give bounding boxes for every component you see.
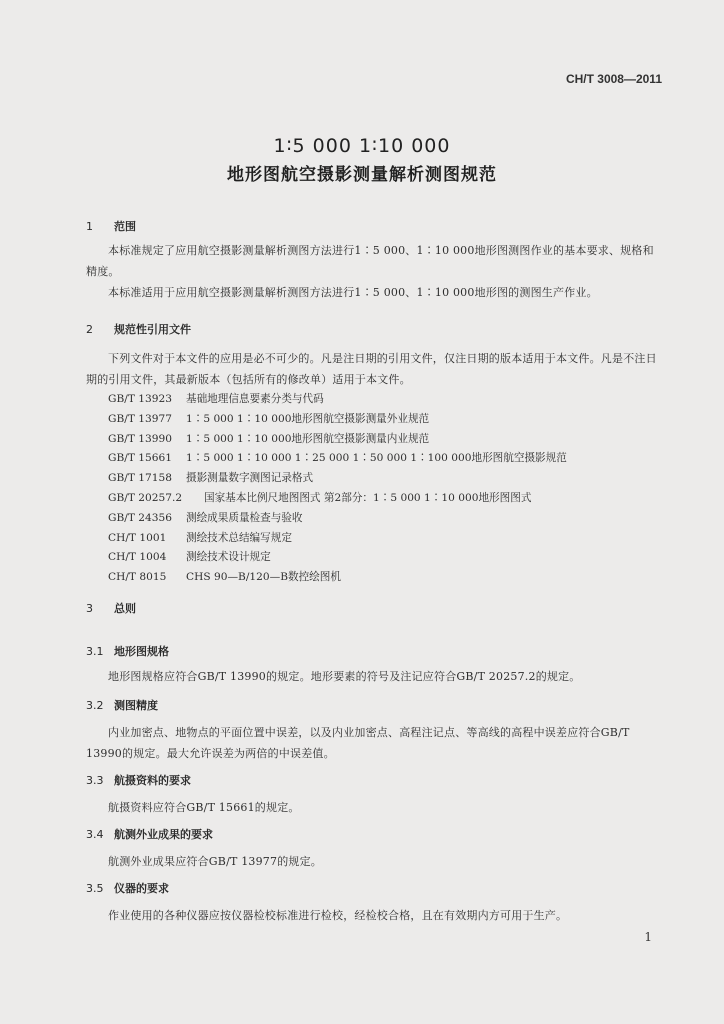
reference-title: CHS 90—B/120—B数控绘图机 [186,571,341,584]
reference-title: 基础地理信息要素分类与代码 [186,393,324,405]
page-number: 1 [644,930,652,944]
section-title: 总则 [114,602,136,615]
section-2-heading [86,321,191,337]
section-3-5-heading [86,880,169,896]
section-3-1-heading [86,643,169,659]
section-title: 航测外业成果的要求 [114,828,213,841]
section-number: 3.1 [86,645,104,658]
reference-item [108,430,567,450]
section-3-4-heading [86,826,213,842]
reference-item [108,410,567,430]
section-1-heading [86,218,136,234]
section-title: 仪器的要求 [114,882,169,895]
section-3-heading [86,600,136,616]
section-3-1-text: 地形图规格应符合GB/T 13990的规定。地形要素的符号及注记应符合GB/T 20257.2的规定。 [108,670,581,683]
section-title: 测图精度 [114,699,158,712]
section-1-paragraph-1: 本标准规定了应用航空摄影测量解析测图方法进行1∶5 000、1∶10 000地形图测图作业的基本要求、规格和精度。 [86,244,654,278]
section-number: 3.4 [86,828,104,841]
section-3-2-heading [86,697,158,713]
standard-code: CH/T 3008—2011 [565,72,662,86]
section-3-5-text: 作业使用的各种仪器应按仪器检校标准进行检校，经检校合格，且在有效期内方可用于生产。 [108,909,568,922]
section-number: 1 [86,220,93,233]
section-3-2-text: 内业加密点、地物点的平面位置中误差，以及内业加密点、高程注记点、等高线的高程中误差应符合GB/T 13990的规定。最大允许误差为两倍的中误差值。 [86,726,630,760]
section-number: 3.3 [86,774,104,787]
section-title: 航摄资料的要求 [114,774,191,787]
reference-list [108,390,567,588]
reference-code: GB/T 13977 [108,412,172,425]
reference-item [108,390,567,410]
reference-item [108,489,567,509]
reference-code: GB/T 13923 [108,393,172,405]
section-3-3-heading [86,772,191,788]
reference-title: 1∶5 000 1∶10 000地形图航空摄影测量外业规范 [186,412,430,425]
section-3-4-text: 航测外业成果应符合GB/T 13977的规定。 [108,855,323,868]
reference-code: CH/T 8015 [108,571,167,584]
reference-code: GB/T 20257.2 [108,491,183,504]
reference-item [108,449,567,469]
reference-code: GB/T 24356 [108,511,172,524]
reference-title: 摄影测量数字测图记录格式 [186,472,314,485]
reference-title: 1∶5 000 1∶10 000地形图航空摄影测量内业规范 [186,432,430,445]
section-number: 3 [86,602,93,615]
reference-title: 国家基本比例尺地图图式 第2部分：1∶5 000 1∶10 000地形图图式 [204,491,532,504]
reference-code: GB/T 17158 [108,472,172,485]
reference-title: 1∶5 000 1∶10 000 1∶25 000 1∶50 000 1∶100 000地形图航空摄影规范 [186,452,567,465]
section-3-3-text: 航摄资料应符合GB/T 15661的规定。 [108,801,300,814]
section-number: 2 [86,323,93,336]
title-scale: 1∶5 000 1∶10 000 [273,135,451,157]
section-2-paragraph-1: 下列文件对于本文件的应用是必不可少的。凡是注日期的引用文件，仅注日期的版本适用于本文件。凡是不注日期的引用文件，其最新版本（包括所有的修改单）适用于本文件。 [86,352,657,386]
title-main: 地形图航空摄影测量解析测图规范 [227,165,497,185]
reference-code: CH/T 1001 [108,531,167,544]
reference-title: 测绘成果质量检查与验收 [186,511,303,524]
section-number: 3.2 [86,699,104,712]
reference-item [108,469,567,489]
reference-code: GB/T 15661 [108,452,172,465]
reference-item [108,509,567,529]
section-title: 规范性引用文件 [114,323,191,336]
reference-code: CH/T 1004 [108,551,167,564]
section-1-paragraph-2: 本标准适用于应用航空摄影测量解析测图方法进行1∶5 000、1∶10 000地形图的测图生产作业。 [108,286,598,299]
reference-title: 测绘技术总结编写规定 [186,531,292,544]
reference-code: GB/T 13990 [108,432,172,445]
section-title: 地形图规格 [114,645,169,658]
reference-item [108,568,567,588]
reference-item [108,548,567,568]
section-number: 3.5 [86,882,104,895]
section-title: 范围 [114,220,136,233]
reference-title: 测绘技术设计规定 [186,551,271,564]
reference-item [108,529,567,549]
